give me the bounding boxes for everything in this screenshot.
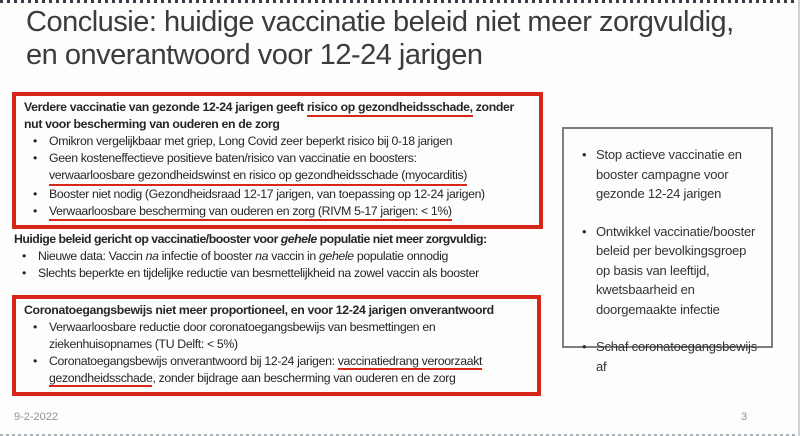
heading-text: Huidige beleid gericht op vaccinatie/booster voor	[14, 232, 281, 246]
corona-pass-warning-box	[12, 295, 541, 396]
bullet-item	[24, 203, 531, 220]
bullet-text: vaccin in	[268, 249, 319, 264]
policy-section	[14, 231, 559, 283]
bullet-text: Booster niet nodig (Gezondheidsraad 12-17 jarigen, van toepassing op 12-24 jarigen)	[49, 187, 485, 202]
bullet-text: , zonder bijdrage aan bescherming van ouderen en de zorg	[152, 370, 456, 385]
bullet-italic-text: na	[145, 249, 159, 264]
recommendations-list	[570, 145, 763, 376]
risk-box-bullet-list	[24, 133, 531, 220]
bullet-text: Slechts beperkte en tijdelijke reductie van besmettelijkheid na zowel vaccin als booster	[38, 266, 479, 281]
bullet-item	[24, 186, 531, 203]
bullet-underlined-text: Verwaarloosbare bescherming van ouderen en zorg (RIVM 5-17 jarigen: < 1%)	[49, 204, 452, 221]
heading-text: Verdere vaccinatie van gezonde 12-24 jarigen geeft	[24, 100, 307, 114]
bullet-text: Nieuwe data: Vaccin	[38, 249, 146, 264]
bullet-italic-text: gehele	[318, 249, 354, 264]
recommendations-box	[562, 127, 773, 374]
corona-pass-bullet-list	[24, 319, 529, 387]
bullet-text: Coronatoegangsbewijs onverantwoord bij 12-24 jarigen:	[49, 353, 338, 368]
policy-bullet-list	[14, 248, 559, 282]
corona-pass-heading: Coronatoegangsbewijs niet meer proportioneel, en voor 12-24 jarigen onverantwoord	[24, 303, 494, 317]
bullet-item	[24, 133, 531, 150]
heading-text: populatie niet meer zorgvuldig:	[316, 232, 487, 246]
bullet-text: Omikron vergelijkbaar met griep, Long Covid zeer beperkt risico bij 0-18 jarigen	[49, 133, 453, 148]
recommendation-item	[570, 337, 763, 376]
bullet-item	[14, 265, 559, 282]
bullet-underlined-text: vaccinatiedrang veroorzaakt gezondheidsschade	[49, 354, 482, 387]
bullet-text: Verwaarloosbare reductie door coronatoegangsbewijs van besmettingen en ziekenhuisopnames (TU Delft: < 5%)	[49, 319, 436, 351]
policy-heading	[14, 231, 559, 248]
recommendation-text: Schaf coronatoegangsbewijs af	[596, 339, 758, 374]
bullet-item	[24, 150, 531, 186]
recommendation-text: Ontwikkel vaccinatie/booster beleid per bevolkingsgroep op basis van leeftijd, kwetsbaarheid en doorgemaakte infectie	[596, 223, 756, 317]
bullet-text: populatie onnodig	[353, 249, 449, 264]
bullet-italic-text: na	[255, 249, 269, 264]
slide-title: Conclusie: huidige vaccinatie beleid niet meer zorgvuldig, en onverantwoord voor 12-24 jarigen	[26, 6, 734, 71]
bullet-text: Geen kosteneffectieve positieve baten/risico van vaccinatie en boosters:	[49, 150, 417, 165]
bullet-item	[14, 248, 559, 265]
slide-date: 9-2-2022	[14, 411, 59, 423]
bullet-item	[24, 319, 529, 353]
bullet-item	[24, 353, 529, 387]
slide-top-dashed-border	[0, 0, 800, 3]
bullet-text: infectie of booster	[158, 249, 256, 264]
risk-warning-box	[12, 92, 543, 229]
recommendation-text: Stop actieve vaccinatie en booster campagne voor gezonde 12-24 jarigen	[596, 147, 742, 201]
risk-box-heading	[24, 99, 531, 133]
heading-italic-text: gehele	[280, 232, 317, 246]
slide-number: 3	[741, 411, 748, 423]
recommendation-item	[570, 145, 763, 204]
heading-text: zonder nut voor bescherming van ouderen en de zorg	[24, 100, 514, 131]
recommendation-item	[570, 222, 763, 320]
heading-underlined-text: risico op gezondheidsschade,	[307, 100, 473, 117]
bullet-underlined-text: verwaarloosbare gezondheidswinst en risico op gezondheidsschade (myocarditis)	[49, 167, 467, 186]
